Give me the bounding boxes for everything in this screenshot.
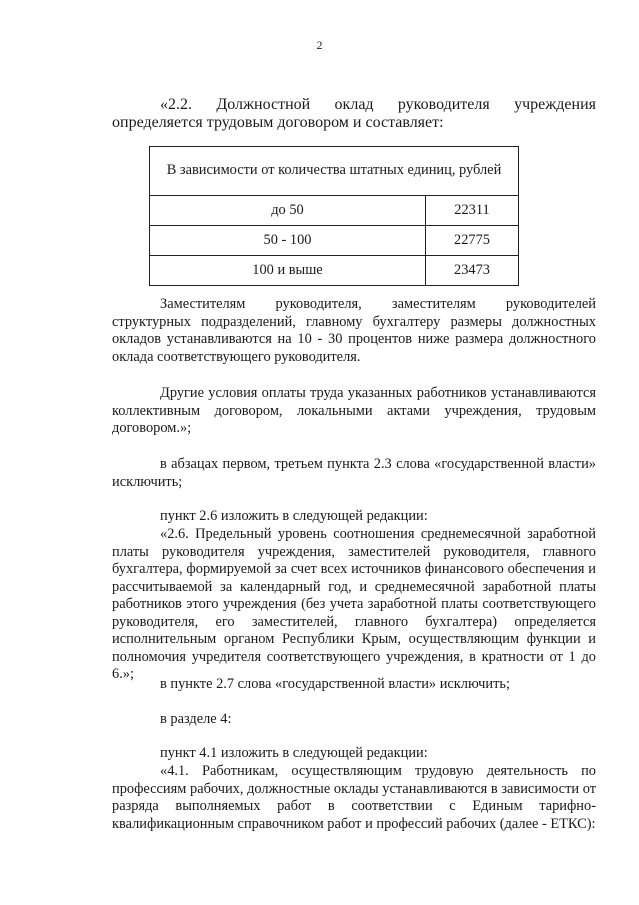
paragraph-deputies: Заместителям руководителя, заместителям руководителей структурных подразделений, главному бухгалтеру размеры должностных окладов устанавливаются на 10 - 30 процентов ниже размера должностного оклада соответствующего руководителя. xyxy=(112,296,596,365)
table-header-row xyxy=(150,147,519,196)
paragraph-4-1-intro: пункт 4.1 изложить в следующей редакции: xyxy=(160,745,428,761)
paragraph-2-6-intro: пункт 2.6 изложить в следующей редакции: xyxy=(160,508,428,524)
paragraph-section-4: в разделе 4: xyxy=(160,711,232,727)
table-cell-value: 22775 xyxy=(426,226,519,256)
table-cell-range: 50 - 100 xyxy=(150,226,426,256)
table-cell-range: 100 и выше xyxy=(150,256,426,286)
paragraph-other-conditions: Другие условия оплаты труда указанных работников устанавливаются коллективным договором, локальными актами учреждения, трудовым договором.»; xyxy=(112,385,596,436)
paragraph-2-6: «2.6. Предельный уровень соотношения среднемесячной заработной платы руководителя учреждения, заместителей руководителя, главного бухгалтера, формируемой за счет всех источников финансового обеспечения и рассчитываемой за календарный год, и среднемесячной заработной платы работников этого учреждения (без учета заработной платы соответствующего руководителя, его заместителей, главного бухгалтера) определяется исполнительным органом Республики Крым, осуществляющим функции и полномочия учредителя соответствующего учреждения, в кратности от 1 до 6.»; xyxy=(112,526,596,682)
table-cell-value: 23473 xyxy=(426,256,519,286)
salary-table xyxy=(149,146,519,286)
table-cell-range: до 50 xyxy=(150,196,426,226)
table-row xyxy=(150,256,519,286)
paragraph-2-2-intro: «2.2. Должностной оклад руководителя учреждения определяется трудовым договором и составляет: xyxy=(112,96,596,131)
table-header: В зависимости от количества штатных единиц, рублей xyxy=(150,147,519,196)
page-number: 2 xyxy=(316,38,323,52)
paragraph-2-3: в абзацах первом, третьем пункта 2.3 слова «государственной власти» исключить; xyxy=(112,456,596,490)
paragraph-4-1: «4.1. Работникам, осуществляющим трудовую деятельность по профессиям рабочих, должностные оклады устанавливаются в зависимости от разряда выполняемых работ в соответствии с Единым тарифно-квалификационным справочником работ и профессий рабочих (далее - ЕТКС): xyxy=(112,763,596,832)
table-cell-value: 22311 xyxy=(426,196,519,226)
table-row xyxy=(150,226,519,256)
table-row xyxy=(150,196,519,226)
paragraph-2-7: в пункте 2.7 слова «государственной власти» исключить; xyxy=(160,676,510,692)
